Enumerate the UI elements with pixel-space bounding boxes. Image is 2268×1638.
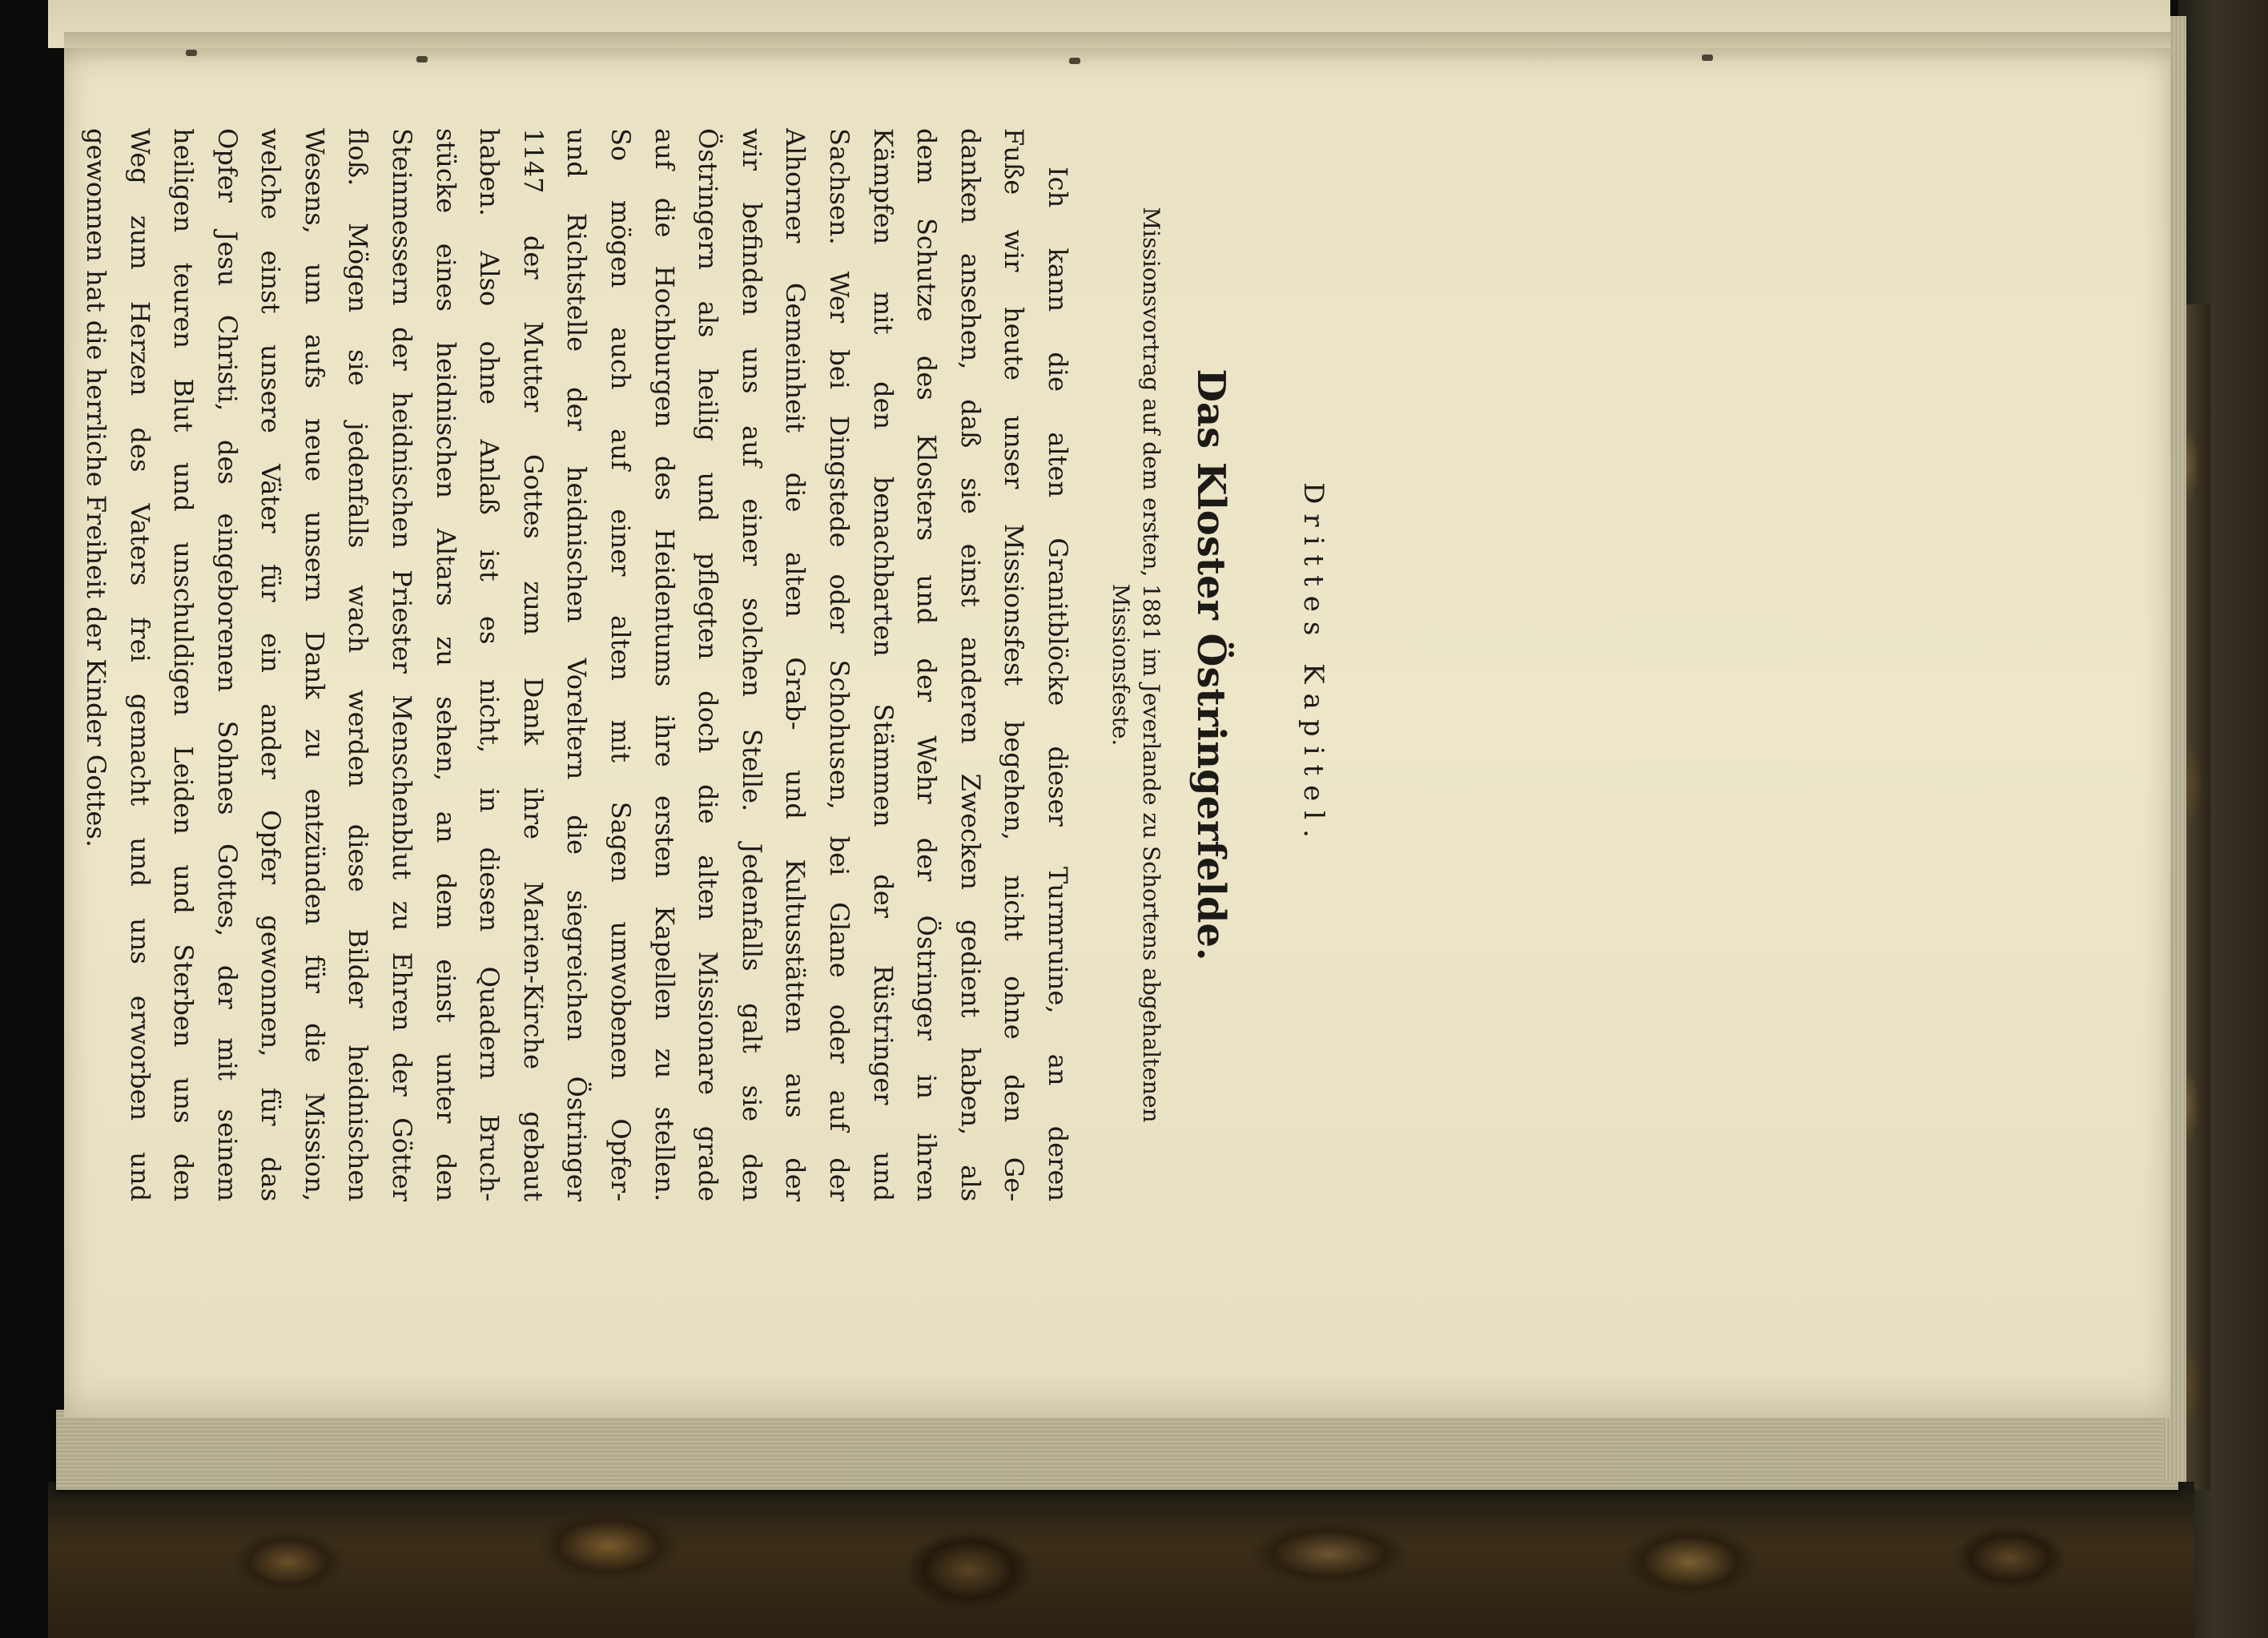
binding-mark xyxy=(1702,54,1713,61)
text-line: So mögen auch auf einer alten mit Sagen umwobenen Opfer- xyxy=(605,128,637,1201)
text-line: 1147 der Mutter Gottes zum Dank ihre Marien-Kirche gebaut xyxy=(517,128,549,1201)
text-line: Fuße wir heute unser Missionsfest begehen, nicht ohne den Ge- xyxy=(999,128,1030,1201)
text-line: Opfer Jesu Christi, des eingeborenen Sohnes Gottes, der mit seinem xyxy=(211,128,243,1201)
text-line: gewonnen hat die herrliche Freiheit der Kinder Gottes. xyxy=(80,128,111,847)
text-line: Wesens, um aufs neue unsern Dank zu entzünden für die Mission, xyxy=(299,128,330,1201)
page-gutter xyxy=(64,32,2170,64)
text-line: heiligen teuren Blut und unschuldigen Leiden und Sterben uns den xyxy=(168,128,199,1201)
text-line: stücke eines heidnischen Altars zu sehen, an dem einst unter den xyxy=(430,128,461,1201)
chapter-title: Das Kloster Östringerfelde. xyxy=(1188,368,1233,961)
text-line: Sachsen. Wer bei Dingstede oder Schohusen, bei Glane oder auf der xyxy=(824,128,855,1201)
text-line: Weg zum Herzen des Vaters frei gemacht und uns erworben und xyxy=(124,128,155,1201)
chapter-subtitle: Missionsvortrag auf dem ersten, 1881 im Jeverlande zu Schortens abgehaltenen Missionsfeste. xyxy=(1108,207,1164,1123)
page-text-block xyxy=(80,128,1337,1201)
text-line: und Richtstelle der heidnischen Voreltern die siegreichen Östringer xyxy=(561,128,593,1201)
marbled-cover-bottom xyxy=(48,1482,2194,1638)
page-stack-edge xyxy=(56,1410,2178,1490)
binding-mark xyxy=(1069,58,1080,64)
text-line: Kämpfen mit den benachbarten Stämmen der Rüstringer und xyxy=(867,128,899,1201)
text-line: dem Schutze des Klosters und der Wehr der Östringer in ihren xyxy=(911,128,943,1201)
text-line: auf die Hochburgen des Heidentums ihre ersten Kapellen zu stellen. xyxy=(649,128,680,1201)
chapter-heading: Drittes Kapitel. xyxy=(1297,482,1329,847)
text-line: Östringern als heilig und pflegten doch die alten Missionare grade xyxy=(693,128,724,1201)
text-line: haben. Also ohne Anlaß ist es nicht, in diesen Quadern Bruch- xyxy=(474,128,505,1201)
binding-mark xyxy=(186,50,197,56)
text-line: Ich kann die alten Granitblöcke dieser Turmruine, an deren xyxy=(1043,167,1073,1201)
text-line: welche einst unsere Väter für ein ander Opfer gewonnen, für das xyxy=(255,128,287,1201)
body-paragraph xyxy=(74,128,1080,1201)
binding-mark xyxy=(416,56,428,62)
text-line: floß. Mögen sie jedenfalls wach werden diese Bilder heidnischen xyxy=(343,128,374,1201)
text-line: Steinmessern der heidnischen Priester Menschenblut zu Ehren der Götter xyxy=(387,128,418,1201)
text-line: wir befinden uns auf einer solchen Stelle. Jedenfalls galt sie den xyxy=(736,128,767,1201)
text-line: Alhorner Gemeinheit die alten Grab- und Kultusstätten aus der xyxy=(780,128,811,1201)
text-line: danken ansehen, daß sie einst anderen Zwecken gedient haben, als xyxy=(955,128,986,1201)
